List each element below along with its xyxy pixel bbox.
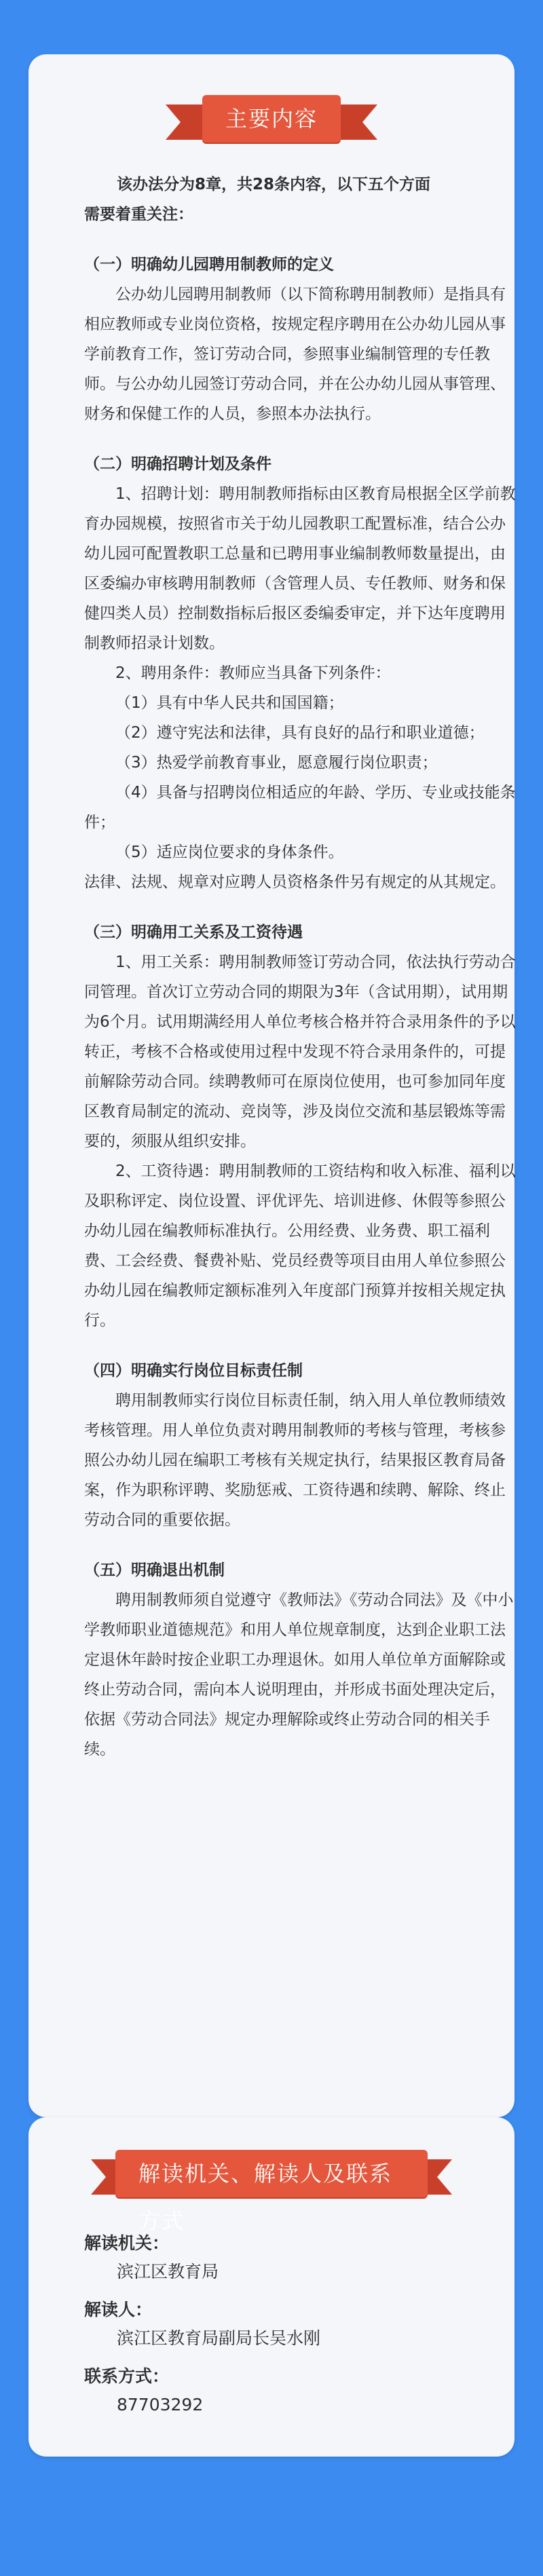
paragraph: 2、工资待遇：聘用制教师的工资结构和收入标准、福利以及职称评定、岗位设置、评优评先、培训进修、休假等参照公办幼儿园在编教师标准执行。公用经费、业务费、职工福利费、工会经费、餐费补贴、党员经费等项目由用人单位参照公办幼儿园在编教师定额标准列入年度部门预算并按相关规定执行。	[84, 1162, 516, 1329]
part-title: （五）明确退出机制	[84, 1561, 225, 1579]
section-title: 主要内容	[202, 95, 341, 143]
section-title: 解读机关、解读人及联系方式	[115, 2150, 428, 2197]
ribbon-left-wing	[166, 105, 206, 140]
contact-panel	[29, 2117, 514, 2457]
ribbon-right-wing	[337, 105, 377, 140]
person-value: 滨江区教育局副局长吴水刚	[117, 2328, 321, 2348]
part-title: （三）明确用工关系及工资待遇	[84, 924, 303, 941]
contact-value: 87703292	[117, 2395, 204, 2414]
paragraph: 法律、法规、规章对应聘人员资格条件另有规定的从其规定。	[84, 873, 506, 891]
paragraph: 1、用工关系：聘用制教师签订劳动合同，依法执行劳动合同管理。首次订立劳动合同的期限为3年（含试用期），试用期为6个月。试用期满经用人单位考核合格并符合录用条件的予以转正，考核不合格或使用过程中发现不符合录用条件的，可提前解除劳动合同。续聘教师可在原岗位使用，也可参加同年度区教育局制定的流动、竞岗等，涉及岗位交流和基层锻炼等需要的，须服从组织安排。	[84, 953, 516, 1150]
list-item: （4）具备与招聘岗位相适应的年龄、学历、专业或技能条件；	[84, 784, 516, 831]
list-item: （3）热爱学前教育事业，愿意履行岗位职责；	[115, 754, 438, 772]
article-body	[84, 170, 516, 1764]
intro-line: 需要着重关注：	[84, 206, 193, 223]
intro	[84, 170, 516, 229]
paragraph: 2、聘用条件：教师应当具备下列条件：	[115, 664, 391, 682]
list-item: （2）遵守宪法和法律，具有良好的品行和职业道德；	[115, 724, 485, 742]
intro-line: 该办法分为8章，共28条内容，以下五个方面	[117, 176, 431, 193]
part-title: （四）明确实行岗位目标责任制	[84, 1362, 303, 1380]
paragraph: 1、招聘计划：聘用制教师指标由区教育局根据全区学前教育办园规模，按照省市关于幼儿园教职工配置标准，结合公办幼儿园可配置教职工总量和已聘用事业编制教师数量提出，由区委编办审核聘用制教师（含管理人员、专任教师、财务和保健四类人员）控制数指标后报区委编委审定，并下达年度聘用制教师招录计划数。	[84, 485, 516, 652]
section-ribbon	[190, 95, 353, 143]
part-title: （一）明确幼儿园聘用制教师的定义	[84, 256, 334, 273]
person-label: 解读人：	[84, 2300, 153, 2319]
part-title: （二）明确招聘计划及条件	[84, 455, 272, 473]
contact-info	[84, 2222, 516, 2429]
paragraph: 公办幼儿园聘用制教师（以下简称聘用制教师）是指具有相应教师或专业岗位资格，按规定程序聘用在公办幼儿园从事学前教育工作，签订劳动合同，参照事业编制管理的专任教师。与公办幼儿园签订劳动合同，并在公办幼儿园从事管理、财务和保健工作的人员，参照本办法执行。	[84, 286, 506, 423]
list-item: （5）适应岗位要求的身体条件。	[115, 844, 344, 861]
agency-value: 滨江区教育局	[117, 2262, 219, 2281]
list-item: （1）具有中华人民共和国国籍；	[115, 694, 344, 712]
paragraph: 聘用制教师实行岗位目标责任制，纳入用人单位教师绩效考核管理。用人单位负责对聘用制教师的考核与管理，考核参照公办幼儿园在编职工考核有关规定执行，结果报区教育局备案，作为职称评聘、奖励惩戒、工资待遇和续聘、解除、终止劳动合同的重要依据。	[84, 1392, 506, 1529]
main-content-panel	[29, 54, 514, 2117]
section-ribbon	[115, 2150, 428, 2234]
paragraph: 聘用制教师须自觉遵守《教师法》《劳动合同法》及《中小学教师职业道德规范》和用人单位规章制度，达到企业职工法定退休年龄时按企业职工办理退休。如用人单位单方面解除或终止劳动合同，需向本人说明理由，并形成书面处理决定后，依据《劳动合同法》规定办理解除或终止劳动合同的相关手续。	[84, 1591, 514, 1758]
agency-label: 解读机关：	[84, 2233, 170, 2253]
contact-label: 联系方式：	[84, 2366, 170, 2386]
